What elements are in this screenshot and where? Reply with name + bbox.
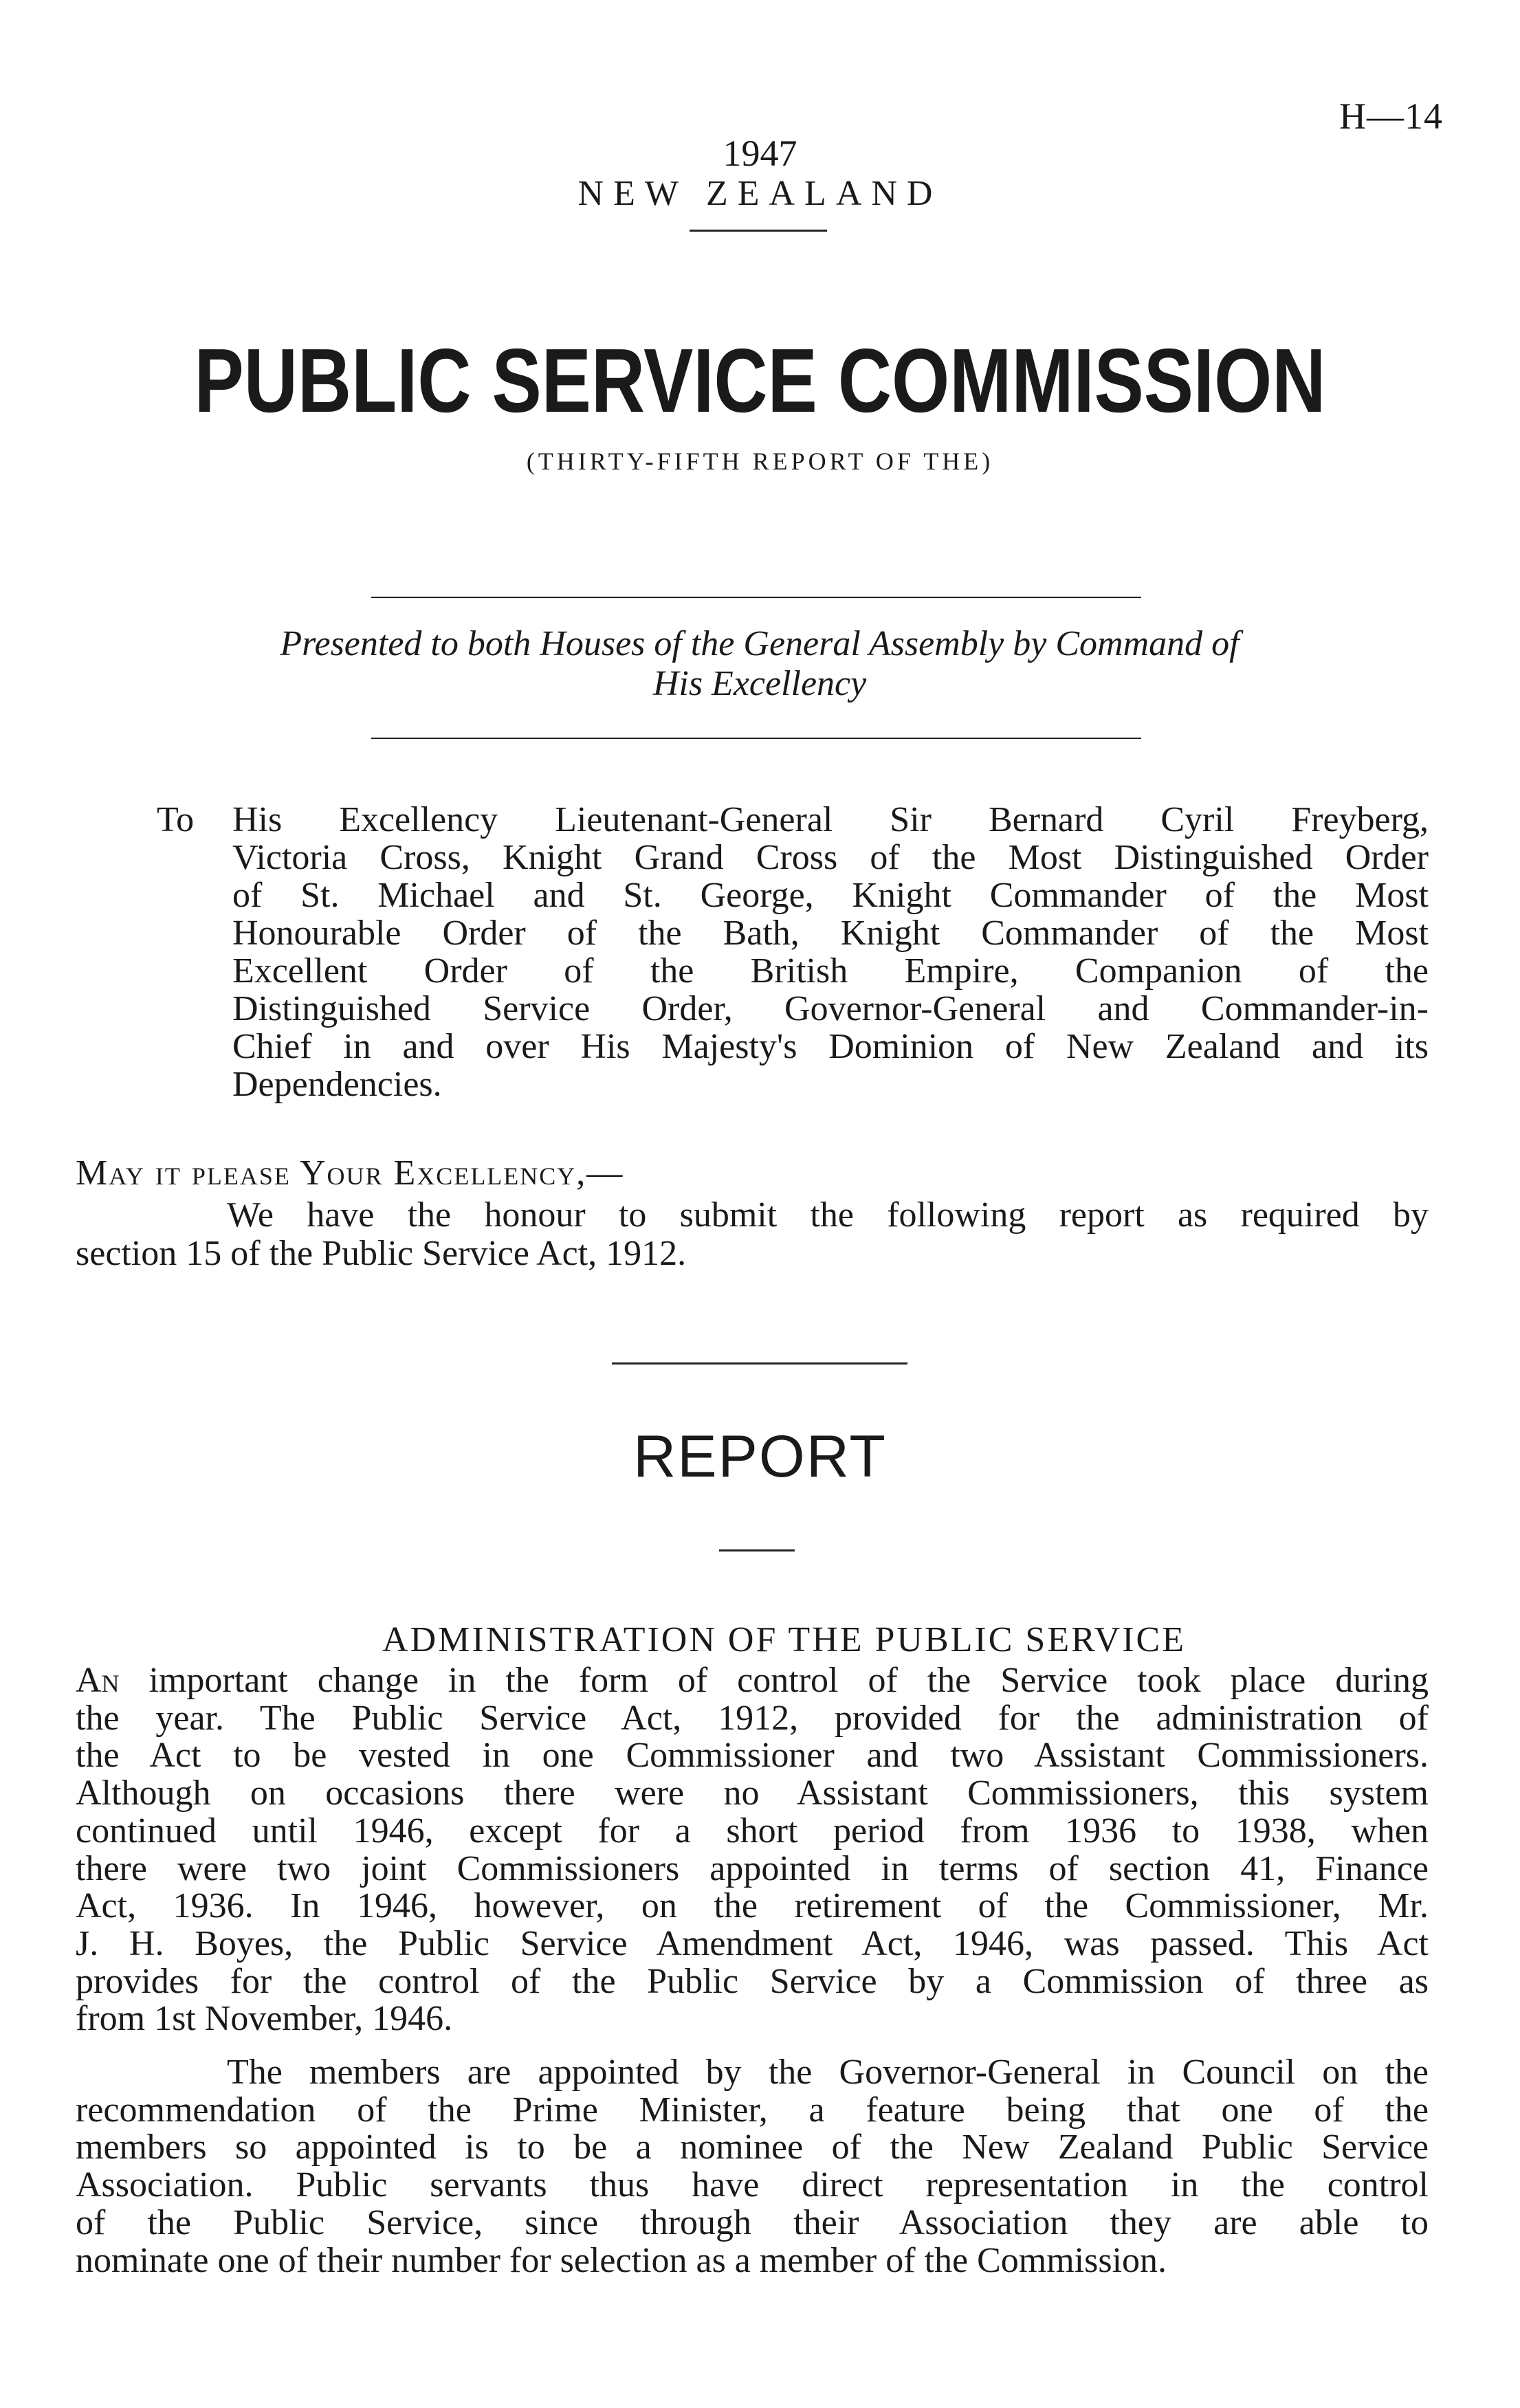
address-to: To — [157, 800, 195, 839]
address-line: Chief in and over His Majesty's Dominion of New Zealand and its — [232, 1027, 1429, 1066]
address-line: of St. Michael and St. George, Knight Commander of the Most — [232, 876, 1429, 915]
divider-rule — [371, 738, 1141, 739]
divider-rule — [690, 230, 827, 232]
paragraph-line: J. H. Boyes, the Public Service Amendment Act, 1946, was passed. This Act — [76, 1923, 1429, 1963]
country-name: NEW ZEALAND — [577, 174, 943, 213]
address-line: Dependencies. — [232, 1065, 442, 1104]
divider-rule — [719, 1549, 795, 1551]
paragraph-line: Association. Public servants thus have direct representation in the control — [76, 2165, 1429, 2205]
paragraph-line: there were two joint Commissioners appointed in terms of section 41, Finance — [76, 1848, 1429, 1888]
address-line: Victoria Cross, Knight Grand Cross of the Most Distinguished Order — [232, 838, 1429, 877]
paragraph-administration — [76, 1662, 1429, 2038]
divider-rule — [371, 597, 1141, 598]
paragraph-line: An important change in the form of control of the Service took place during — [76, 1661, 1429, 1700]
document-code: H—14 — [1339, 96, 1443, 137]
address-body — [232, 801, 1429, 1103]
page-title: PUBLIC SERVICE COMMISSION — [194, 330, 1326, 431]
paragraph-line: nominate one of their number for selection as a member of the Commission. — [76, 2240, 1167, 2280]
paragraph-line: from 1st November, 1946. — [76, 1999, 453, 2039]
opening-line: section 15 of the Public Service Act, 1912. — [76, 1234, 687, 1273]
paragraph-line: the year. The Public Service Act, 1912, provided for the administration of — [76, 1698, 1429, 1738]
paragraph-line: The members are appointed by the Governor-General in Council on the — [227, 2053, 1429, 2092]
address-line: Excellent Order of the British Empire, Companion of the — [232, 951, 1429, 991]
address-line: Honourable Order of the Bath, Knight Commander of the Most — [232, 914, 1429, 953]
paragraph-line: of the Public Service, since through their Association they are able to — [76, 2202, 1429, 2242]
paragraph-line: continued until 1946, except for a short period from 1936 to 1938, when — [76, 1811, 1429, 1851]
report-heading: REPORT — [633, 1424, 887, 1490]
report-year: 1947 — [723, 133, 797, 174]
paragraph-line: recommendation of the Prime Minister, a feature being that one of the — [76, 2090, 1429, 2130]
address-line: Distinguished Service Order, Governor-General and Commander-in- — [232, 989, 1429, 1028]
address-line: His Excellency Lieutenant-General Sir Bernard Cyril Freyberg, — [232, 800, 1429, 839]
paragraph-line: members so appointed is to be a nominee of the New Zealand Public Service — [76, 2128, 1429, 2167]
paragraph-line: Although on occasions there were no Assistant Commissioners, this system — [76, 1774, 1429, 1813]
page-subtitle: (THIRTY-FIFTH REPORT OF THE) — [526, 448, 994, 475]
presentation-note — [165, 624, 1354, 704]
drop-word: An — [76, 1661, 120, 1700]
paragraph-line: the Act to be vested in one Commissioner and two Assistant Commissioners. — [76, 1736, 1429, 1776]
salutation: May it please Your Excellency,— — [76, 1153, 624, 1193]
presentation-line: Presented to both Houses of the General Assembly by Command of — [280, 624, 1240, 663]
paragraph-membership — [76, 2054, 1429, 2279]
paragraph-line: Act, 1936. In 1946, however, on the retirement of the Commissioner, Mr. — [76, 1886, 1429, 1926]
presentation-line: His Excellency — [652, 664, 867, 703]
divider-rule — [612, 1362, 907, 1365]
opening-paragraph — [76, 1196, 1429, 1273]
section-heading: ADMINISTRATION OF THE PUBLIC SERVICE — [382, 1620, 1186, 1659]
paragraph-line: provides for the control of the Public Service by a Commission of three as — [76, 1961, 1429, 2001]
opening-line: We have the honour to submit the following report as required by — [227, 1195, 1429, 1235]
